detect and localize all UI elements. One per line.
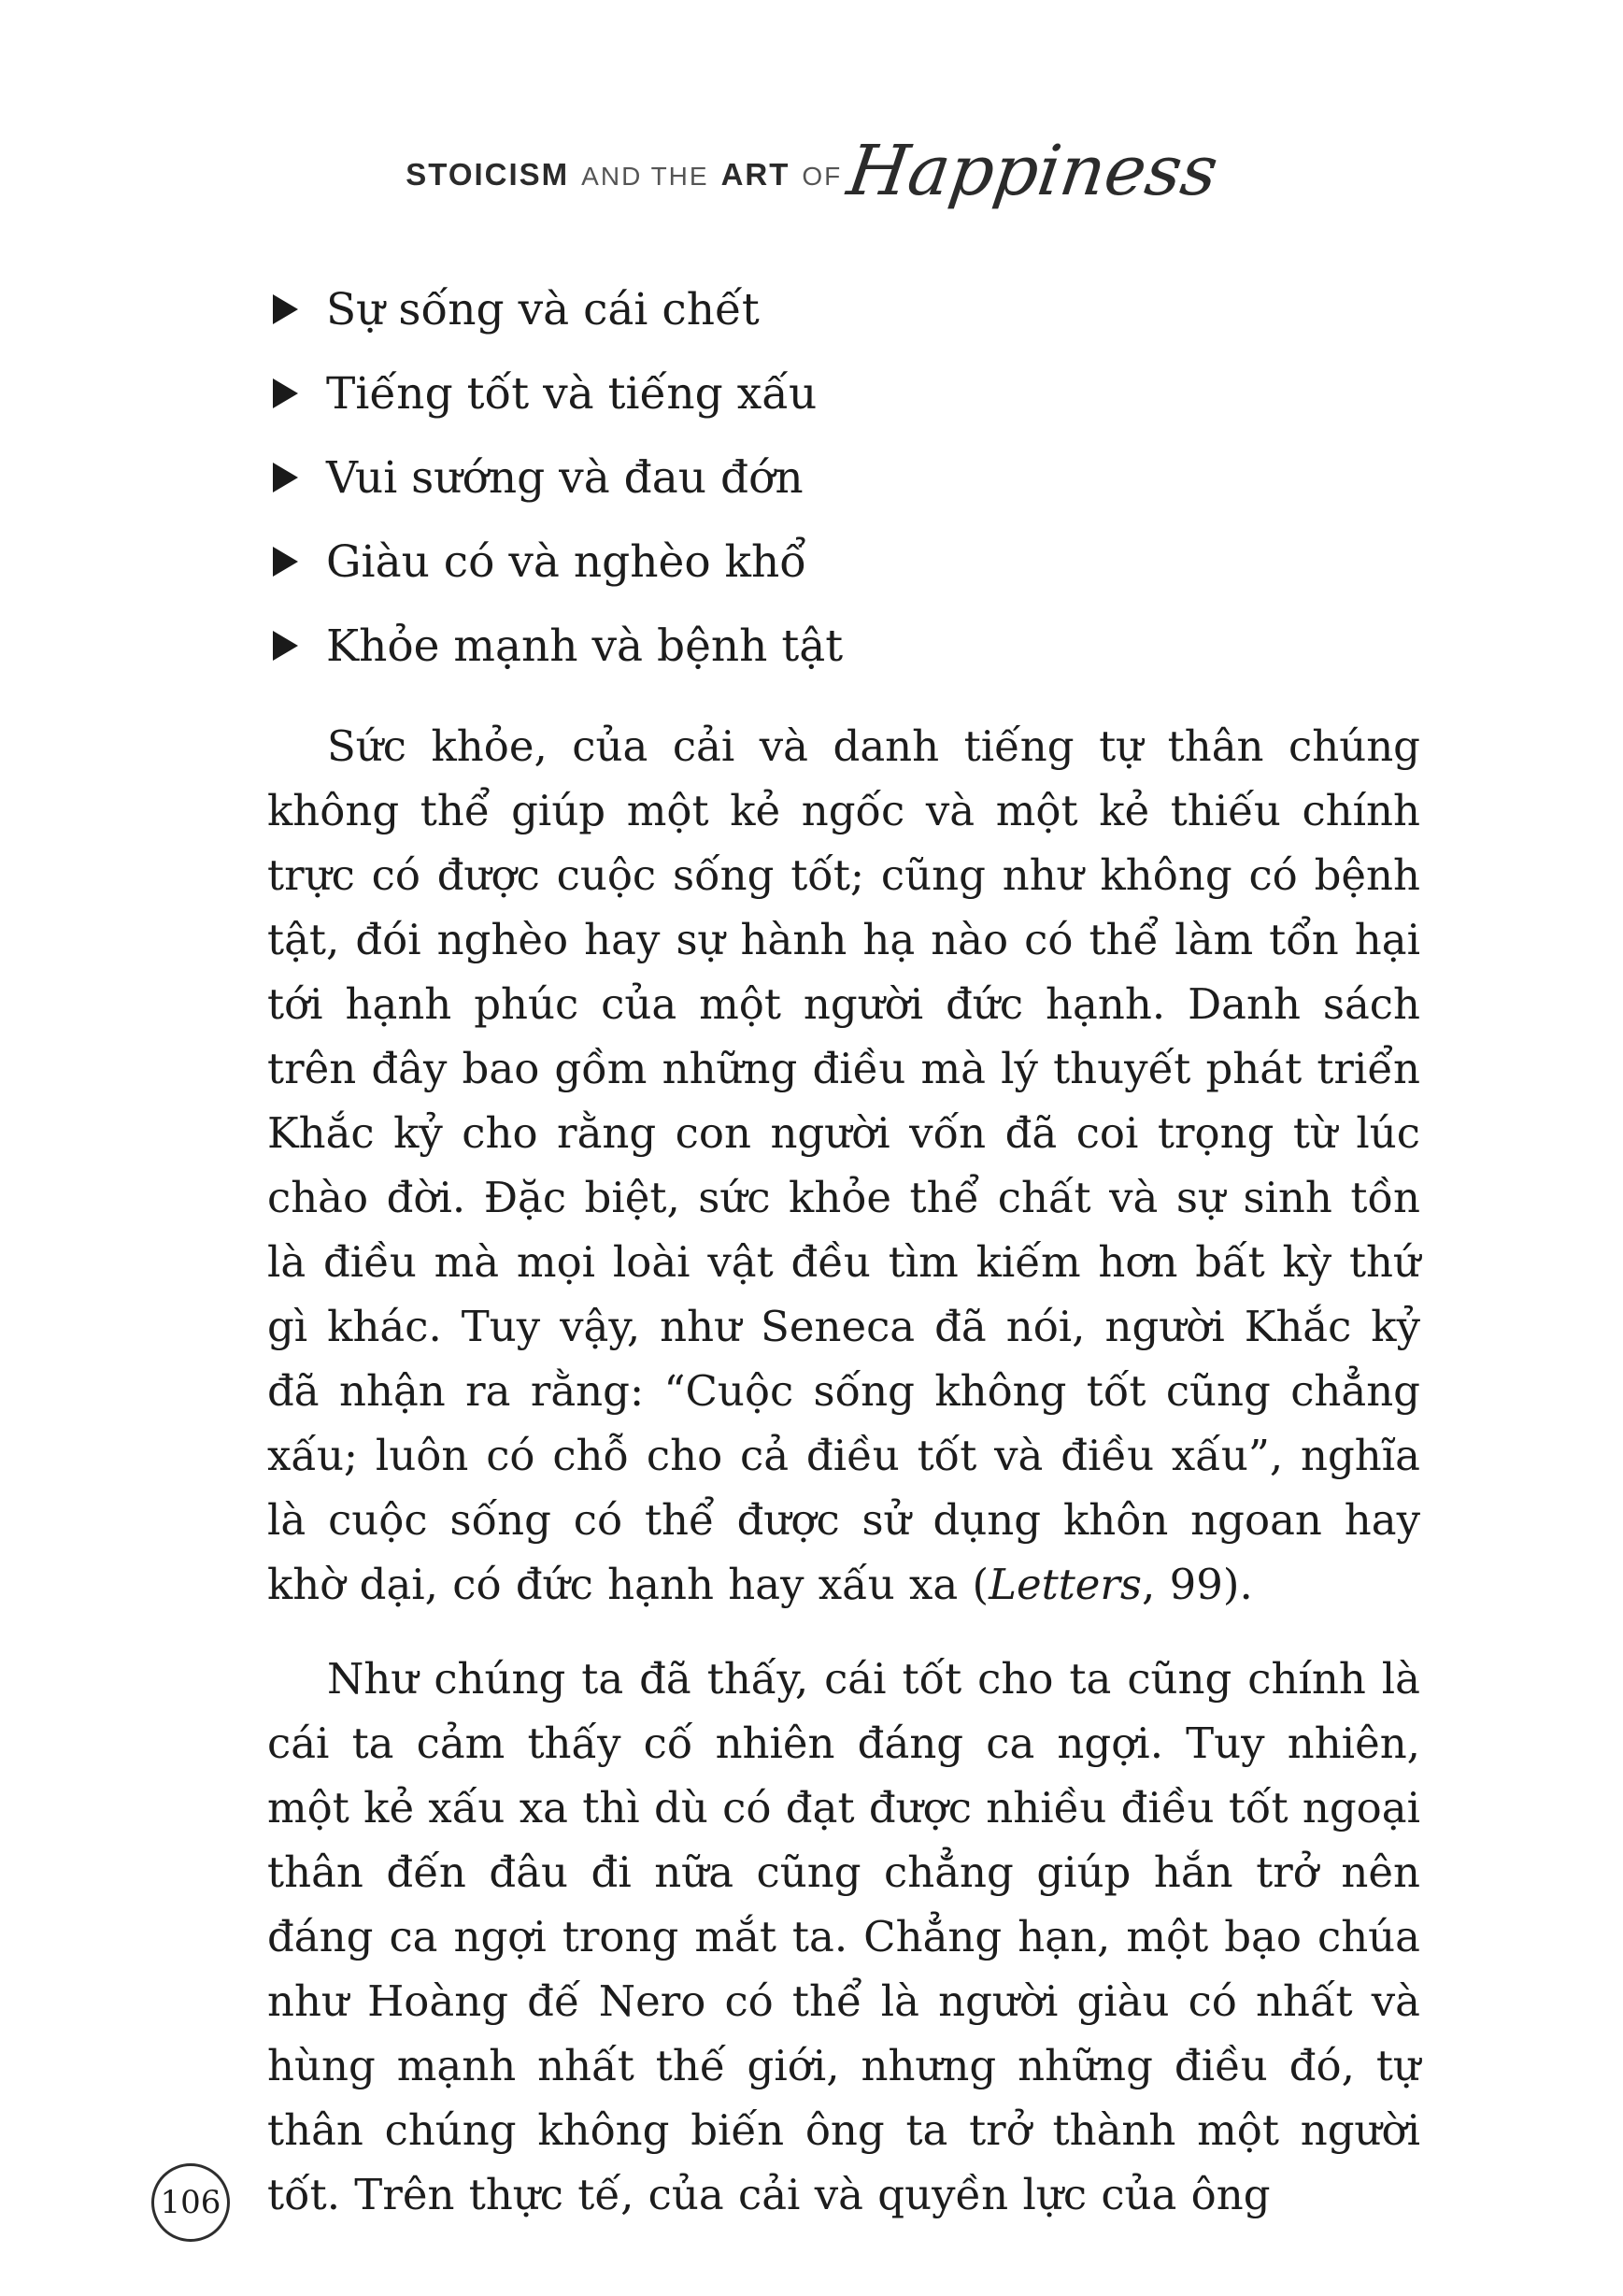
list-item	[267, 351, 1420, 435]
page-content	[267, 267, 1420, 2227]
header-word-and-the: AND THE	[581, 162, 709, 191]
list-item-label: Khỏe mạnh và bệnh tật	[326, 620, 844, 672]
triangle-bullet-icon	[273, 294, 298, 324]
page-number-label: 106	[160, 2184, 221, 2221]
list-item	[267, 520, 1420, 604]
list-item-label: Vui sướng và đau đớn	[326, 451, 804, 504]
triangle-bullet-icon	[273, 547, 298, 577]
running-header	[0, 131, 1623, 211]
triangle-bullet-icon	[273, 378, 298, 408]
list-item-label: Sự sống và cái chết	[326, 283, 760, 335]
header-word-art: ART	[720, 157, 790, 192]
paragraph-1-closing: , 99).	[1142, 1560, 1253, 1609]
list-item	[267, 267, 1420, 351]
page-number-badge	[151, 2163, 230, 2242]
list-item	[267, 604, 1420, 688]
paragraph-2	[267, 1647, 1420, 2227]
header-word-of: OF	[802, 162, 843, 191]
list-item-label: Giàu có và nghèo khổ	[326, 535, 807, 588]
list-item	[267, 435, 1420, 520]
list-item-label: Tiếng tốt và tiếng xấu	[326, 367, 818, 420]
paragraph-1	[267, 714, 1420, 1617]
paragraph-1-text: Sức khỏe, của cải và danh tiếng tự thân chúng không thể giúp một kẻ ngốc và một kẻ thiếu chính trực có được cuộc sống tốt; cũng như không có bệnh tật, đói nghèo hay sự hành hạ nào có thể làm tổn hại tới hạnh phúc của một người đức hạnh. Danh sách trên đây bao gồm những điều mà lý thuyết phát triển Khắc kỷ cho rằng con người vốn đã coi trọng từ lúc chào đời. Đặc biệt, sức khỏe thể chất và sự sinh tồn là điều mà mọi loài vật đều tìm kiếm hơn bất kỳ thứ gì khác. Tuy vậy, như Seneca đã nói, người Khắc kỷ đã nhận ra rằng: “Cuộc sống không tốt cũng chẳng xấu; luôn có chỗ cho cả điều tốt và điều xấu”, nghĩa là cuộc sống có thể được sử dụng khôn ngoan hay khờ dại, có đức hạnh hay xấu xa (	[267, 721, 1420, 1609]
paragraph-1-italic-title: Letters	[989, 1560, 1143, 1609]
triangle-bullet-icon	[273, 631, 298, 661]
header-script-happiness: Happiness	[843, 131, 1223, 211]
bullet-list	[267, 267, 1420, 688]
paragraph-2-text: Như chúng ta đã thấy, cái tốt cho ta cũng chính là cái ta cảm thấy cố nhiên đáng ca ngợi. Tuy nhiên, một kẻ xấu xa thì dù có đạt được nhiều điều tốt ngoại thân đến đâu đi nữa cũng chẳng giúp hắn trở nên đáng ca ngợi trong mắt ta. Chẳng hạn, một bạo chúa như Hoàng đế Nero có thể là người giàu có nhất và hùng mạnh nhất thế giới, nhưng những điều đó, tự thân chúng không biến ông ta trở thành một người tốt. Trên thực tế, của cải và quyền lực của ông	[267, 1654, 1420, 2219]
triangle-bullet-icon	[273, 463, 298, 492]
header-word-stoicism: STOICISM	[406, 157, 570, 192]
